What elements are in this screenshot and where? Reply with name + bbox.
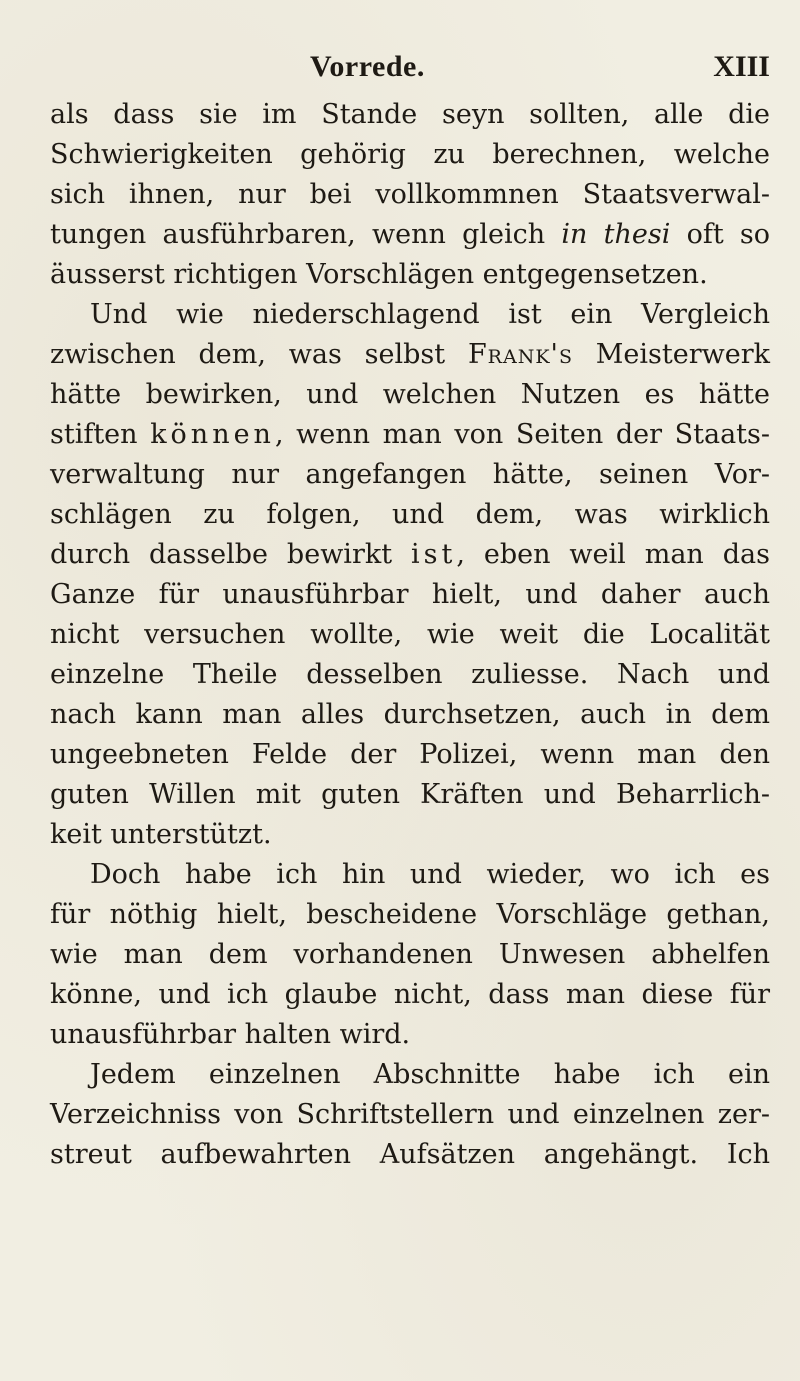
text-line: äusserst richtigen Vorschlägen entgegensetzen. xyxy=(50,259,708,290)
text-line: nicht versuchen wollte, wie weit die Localität xyxy=(50,619,770,650)
text-line: Ganze für unausführbar hielt, und daher auch xyxy=(50,579,770,610)
text-line: Schwierigkeiten gehörig zu berechnen, welche xyxy=(50,139,770,170)
text-line: wie man dem vorhandenen Unwesen abhelfen xyxy=(50,939,770,970)
text-line xyxy=(50,535,770,575)
italic-phrase: in thesi xyxy=(561,219,671,250)
text-line: schlägen zu folgen, und dem, was wirklich xyxy=(50,499,770,530)
text-line: Und wie niederschlagend ist ein Vergleich xyxy=(90,299,770,330)
page-header xyxy=(310,50,770,90)
small-caps-name: Frank's xyxy=(467,339,573,370)
text-segment: Meisterwerk xyxy=(572,339,770,370)
text-line: guten Willen mit guten Kräften und Beharrlich- xyxy=(50,779,770,810)
text-segment: oft so xyxy=(670,219,771,250)
text-segment: stiften xyxy=(50,419,151,450)
text-line xyxy=(50,415,770,455)
text-line: streut aufbewahrten Aufsätzen angehängt. Ich xyxy=(50,1139,770,1170)
text-line: als dass sie im Stande seyn sollten, alle die xyxy=(50,99,770,130)
text-segment: zwischen dem, was selbst xyxy=(50,339,468,370)
text-line: einzelne Theile desselben zuliesse. Nach und xyxy=(50,659,770,690)
text-line: Verzeichniss von Schriftstellern und einzelnen zer- xyxy=(50,1099,770,1130)
spaced-word: ist xyxy=(411,539,457,570)
running-head: Vorrede. xyxy=(310,50,425,83)
body-text xyxy=(50,95,770,1175)
text-segment: , wenn man von Seiten der Staats- xyxy=(274,419,770,450)
text-line: nach kann man alles durchsetzen, auch in dem xyxy=(50,699,770,730)
page-number: XIII xyxy=(713,50,770,83)
text-segment: durch dasselbe bewirkt xyxy=(50,539,411,570)
text-line: keit unterstützt. xyxy=(50,819,272,850)
text-line: sich ihnen, nur bei vollkommnen Staatsverwal- xyxy=(50,179,770,210)
text-line: unausführbar halten wird. xyxy=(50,1019,411,1050)
text-line: könne, und ich glaube nicht, dass man diese für xyxy=(50,979,770,1010)
text-line xyxy=(50,335,770,375)
text-segment: , eben weil man das xyxy=(456,539,770,570)
spaced-word: können xyxy=(150,419,275,450)
text-line: für nöthig hielt, bescheidene Vorschläge gethan, xyxy=(50,899,770,930)
text-line: hätte bewirken, und welchen Nutzen es hätte xyxy=(50,379,770,410)
text-line: ungeebneten Felde der Polizei, wenn man den xyxy=(50,739,770,770)
text-line: Doch habe ich hin und wieder, wo ich es xyxy=(90,859,770,890)
text-line: Jedem einzelnen Abschnitte habe ich ein xyxy=(90,1059,770,1090)
text-line: verwaltung nur angefangen hätte, seinen Vor- xyxy=(50,459,770,490)
text-segment: tungen ausführbaren, wenn gleich xyxy=(50,219,562,250)
text-line xyxy=(50,215,770,255)
